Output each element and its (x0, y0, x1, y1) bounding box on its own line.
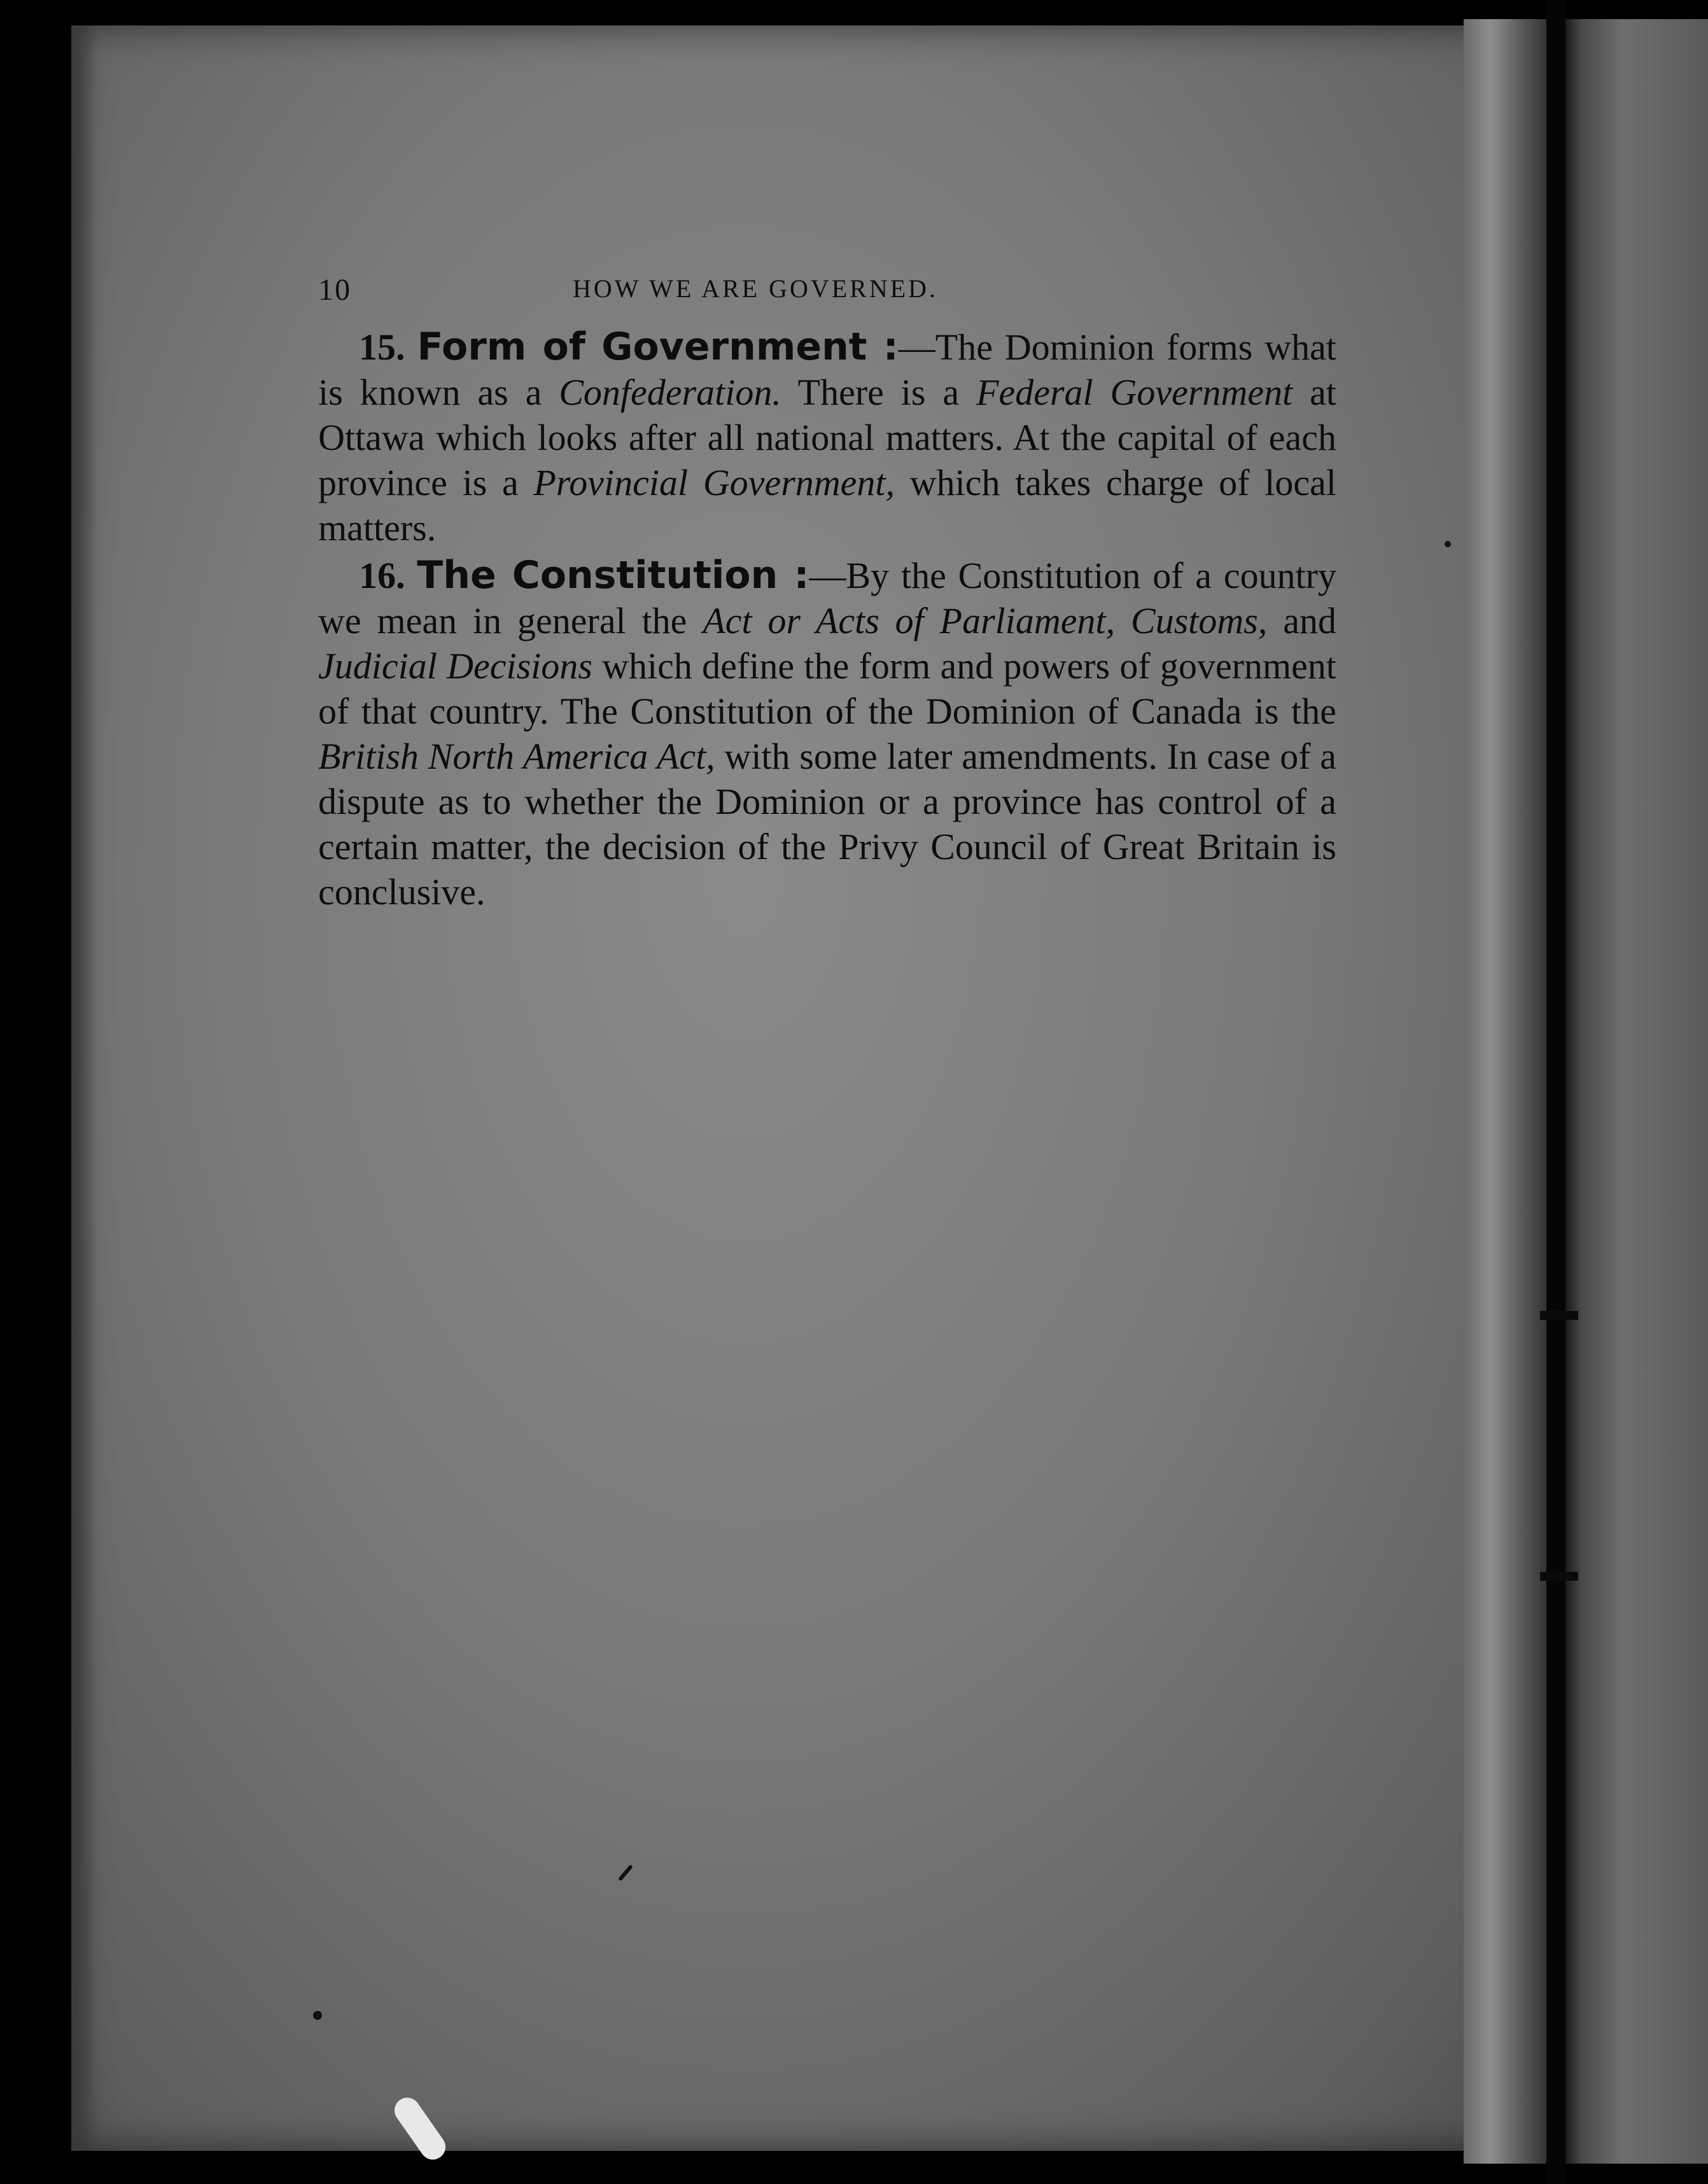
body-text: at Ottawa which looks after all national matters. At the capital of each province is a (318, 372, 1336, 503)
body-text: —By the Constitution of a country we mean in general the (318, 555, 1337, 641)
body-text: which define the form and powers of government of that country. The Constitution of the Dominion of Canada is the (318, 645, 1336, 732)
page-edge-shadow (71, 25, 97, 2151)
body-text: —The Dominion forms what is known as a (318, 326, 1337, 413)
italic-term: British North America Act, (318, 736, 715, 777)
body-text: There is a (781, 372, 977, 413)
section-heading: Form of Government : (417, 325, 899, 369)
facing-page-tear (1565, 19, 1582, 2164)
facing-page-edge (1565, 19, 1708, 2164)
italic-term: Confederation. (559, 372, 781, 413)
spine-notch-upper (1540, 1311, 1578, 1320)
page-number: 10 (318, 273, 351, 307)
page-text (318, 267, 1336, 917)
italic-term: Federal Government (976, 372, 1293, 413)
ink-speck (313, 2011, 322, 2020)
ink-speck (1445, 541, 1451, 547)
italic-term: Provincial Government, (533, 462, 895, 503)
running-head (318, 267, 1336, 325)
running-title: HOW WE ARE GOVERNED. (573, 274, 939, 303)
section-number: 16. (359, 555, 405, 596)
spine-notch-lower (1540, 1572, 1578, 1581)
body-text: and (1267, 600, 1336, 641)
book-spine-fold (1464, 19, 1553, 2164)
italic-term: Act or Acts of Parliament, Customs, (703, 600, 1268, 641)
italic-term: Judicial Decisions (318, 645, 592, 687)
section-15-paragraph (318, 325, 1336, 550)
section-number: 15. (359, 326, 405, 368)
section-heading: The Constitution : (417, 553, 809, 598)
section-16-paragraph (318, 553, 1336, 914)
body-text: with some later amendments. In case of a dispute as to whether the Dominion or a province has control of a certain matter, the decision of the Privy Council of Great Britain is conclusive. (318, 736, 1336, 913)
gutter-shadow (1546, 0, 1565, 2184)
body-text: which takes charge of local matters. (318, 462, 1336, 549)
